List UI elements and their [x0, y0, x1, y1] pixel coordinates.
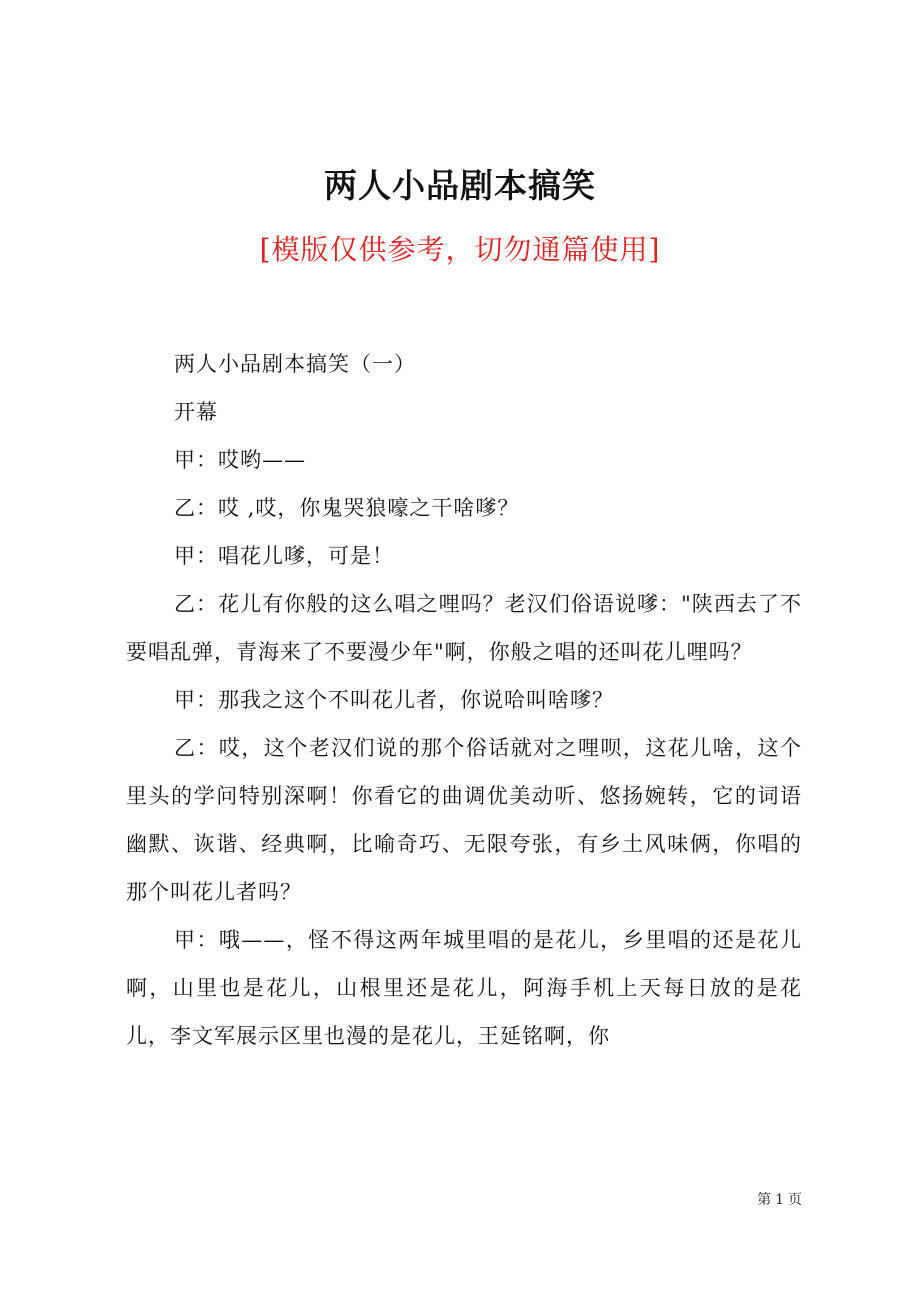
page-prefix: 第: [757, 1192, 772, 1208]
paragraph: 乙：哎 ,哎，你鬼哭狼嚎之干啥嗲？: [174, 496, 520, 520]
paragraph: 两人小品剧本搞笑（一）: [174, 352, 416, 376]
paragraph: 乙：哎，这个老汉们说的那个俗话就对之哩呗，这花儿啥，这个里头的学问特别深啊！你看它的曲调优美动听、悠扬婉转，它的词语幽默、诙谐、经典啊，比喻奇巧、无限夸张，有乡土风味俩，你唱的那个叫花儿者吗？: [126, 736, 802, 904]
paragraph: 开幕: [174, 400, 218, 424]
paragraph: 甲：哦——，怪不得这两年城里唱的是花儿，乡里唱的还是花儿啊，山里也是花儿，山根里还是花儿，阿海手机上天每日放的是花儿，李文军展示区里也漫的是花儿，王延铭啊，你: [126, 928, 802, 1048]
document-title: 两人小品剧本搞笑: [324, 166, 596, 205]
paragraph: 乙：花儿有你般的这么唱之哩吗？老汉们俗语说嗲："陕西去了不要唱乱弹，青海来了不要漫少年"啊，你般之唱的还叫花儿哩吗？: [126, 592, 802, 664]
document-subtitle: [模版仅供参考，切勿通篇使用]: [259, 233, 661, 266]
paragraph: 甲：那我之这个不叫花儿者，你说哈叫啥嗲？: [174, 688, 614, 712]
page-number: 1: [775, 1192, 784, 1208]
paragraph: 甲：哎哟——: [174, 448, 306, 472]
page-number-footer: [700, 1189, 804, 1209]
paragraph: 甲：唱花儿嗲，可是！: [174, 544, 394, 568]
page-suffix: 页: [788, 1192, 802, 1208]
document-body: [126, 340, 802, 1060]
